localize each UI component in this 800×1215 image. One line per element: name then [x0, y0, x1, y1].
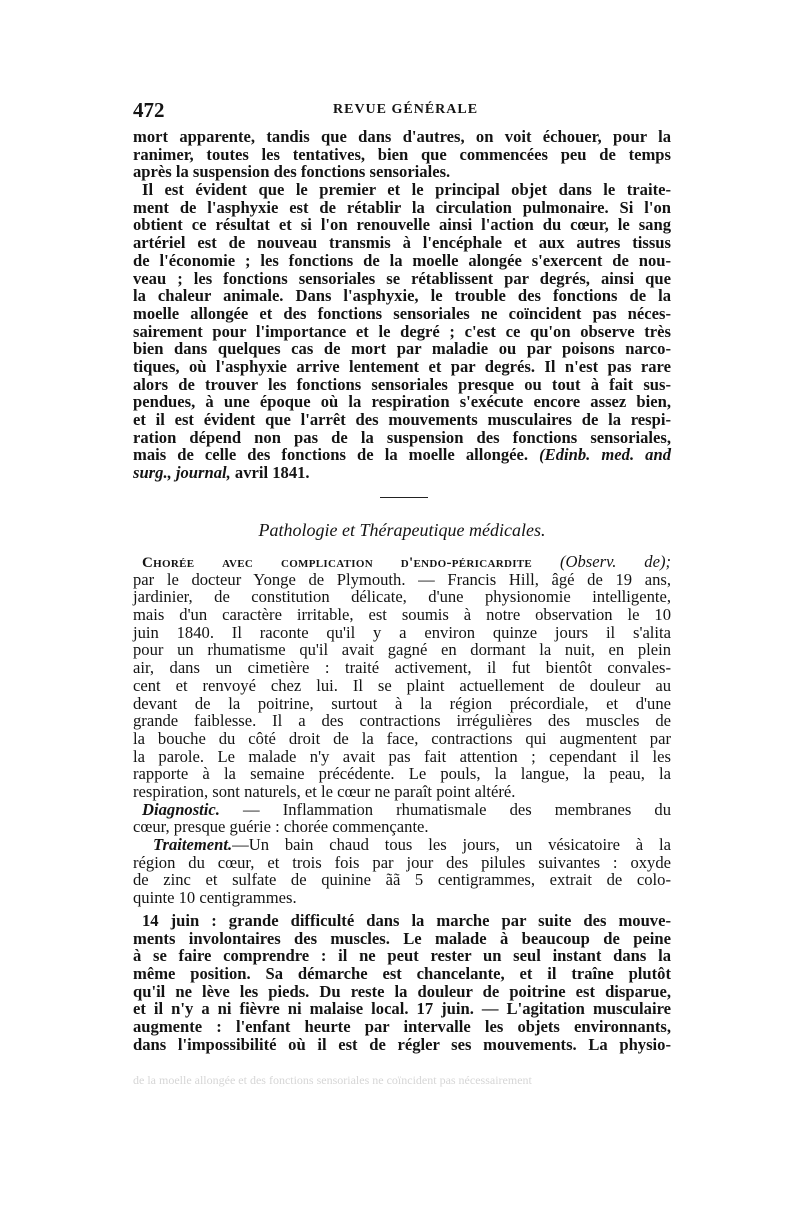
text-line: augmente : l'enfant heurte par intervalle les objets environnants,: [133, 1017, 671, 1037]
text-line: pour un rhumatisme qu'il avait gagné en dormant la nuit, en plein: [133, 640, 671, 660]
text-run: mais de celle des fonctions de la moelle allongée.: [133, 445, 529, 465]
case-title-note: (Observ. de);: [560, 552, 671, 571]
followup-block: [133, 912, 671, 1054]
text-line: [133, 553, 671, 571]
text-line: moelle allongée et des fonctions sensoriales ne coïncident pas néces-: [133, 303, 671, 323]
text-line: jardinier, de constitution délicate, d'une physionomie intelligente,: [133, 587, 671, 607]
text-line: 14 juin : grande difficulté dans la marche par suite des mouve-: [142, 911, 671, 930]
text-line: qu'il ne lève les pieds. Du reste la douleur de poitrine est disparue,: [133, 981, 671, 1001]
text-run: — Inflammation rhumatismale des membranes du: [243, 799, 671, 819]
text-line: [133, 464, 671, 482]
running-title: REVUE GÉNÉRALE: [333, 102, 479, 117]
text-line: et il n'y a ni fièvre ni malaise local. 17 juin. — L'agitation musculaire: [133, 999, 671, 1019]
treatment-label: Traitement.: [153, 835, 233, 854]
citation-journal: (Edinb. med. and: [539, 445, 671, 465]
text-line: mort apparente, tandis que dans d'autres, on voit échouer, pour la: [133, 127, 671, 146]
text-line: juin 1840. Il raconte qu'il y a environ quinze jours il s'alita: [133, 622, 671, 642]
text-line: sairement pour l'importance et le degré ; c'est ce qu'on observe très: [133, 321, 671, 341]
text-line: devant de la poitrine, surtout à la région précordiale, et d'une: [133, 693, 671, 713]
text-line: à se faire comprendre : il ne peut rester un seul instant dans la: [133, 946, 671, 966]
text-line: ration dépend non pas de la suspension des fonctions sensoriales,: [133, 427, 671, 447]
text-line: la bouche du côté droit de la face, contractions qui augmentent par: [133, 728, 671, 748]
case-title: Chorée avec complication d'endo-péricardite: [142, 555, 533, 571]
text-line: tiques, où l'asphyxie arrive lentement et par degrés. Il n'est pas rare: [133, 356, 671, 376]
text-line: de zinc et sulfate de quinine ãã 5 centigrammes, extrait de colo-: [133, 870, 671, 890]
text-line: artériel est de nouveau transmis à l'encéphale et aux autres tissus: [133, 233, 671, 253]
chorea-case-block: [133, 553, 671, 907]
bleed-through-text: de la moelle allongée et des fonctions sensoriales ne coïncident pas nécessairement: [133, 1073, 532, 1087]
text-line: la chaleur animale. Dans l'asphyxie, le trouble des fonctions de la: [133, 286, 671, 306]
text-line: ment de l'asphyxie est de rétablir la circulation pulmonaire. Si l'on: [133, 197, 671, 217]
text-line: de l'économie ; les fonctions de la moelle alongée s'exercent de nou-: [133, 250, 671, 270]
text-line: rapporte à la semaine précédente. Le pouls, la langue, la peau, la: [133, 764, 671, 784]
text-line: bien dans quelques cas de mort par maladie ou par poisons narco-: [133, 339, 671, 359]
text-line: air, dans un cimetière : traité activement, il fut bientôt convales-: [133, 658, 671, 678]
text-line: Il est évident que le premier et le principal objet dans le traite-: [142, 180, 671, 200]
text-line: après la suspension des fonctions sensoriales.: [133, 162, 451, 182]
text-line: grande faiblesse. Il a des contractions irrégulières des muscles de: [133, 711, 671, 731]
text-line: dans l'impossibilité où il est de régler ses mouvements. La physio-: [133, 1034, 671, 1054]
text-line: cent et renvoyé chez lui. Il se plaint actuellement de douleur au: [133, 675, 671, 695]
text-line: même position. Sa démarche est chancelante, et il traîne plutôt: [133, 964, 671, 984]
text-line: quinte 10 centigrammes.: [133, 888, 297, 908]
asphyxia-text-block: [133, 128, 671, 482]
diagnosis-label: Diagnostic.: [142, 799, 220, 819]
page-header: [133, 98, 671, 124]
citation-journal: surg., journal,: [133, 463, 231, 483]
text-line: ranimer, toutes les tentatives, bien que commencées peu de temps: [133, 144, 671, 164]
text-line: cœur, presque guérie : chorée commençante.: [133, 817, 429, 837]
text-line: veau ; les fonctions sensoriales se rétablissent par degrés, ainsi que: [133, 268, 671, 288]
section-divider: [380, 497, 428, 498]
text-line: région du cœur, et trois fois par jour des pilules suivantes : oxyde: [133, 852, 671, 872]
text-line: obtient ce résultat et si l'on renouvelle ainsi l'action du cœur, le sang: [133, 215, 671, 235]
page-number: 472: [133, 98, 165, 122]
text-run: —Un bain chaud tous les jours, un vésicatoire à la: [232, 835, 671, 854]
text-line: ments involontaires des muscles. Le malade à beaucoup de peine: [133, 928, 671, 948]
text-line: alors de trouver les fonctions sensoriales presque ou tout à fait sus-: [133, 374, 671, 394]
section-title: Pathologie et Thérapeutique médicales.: [258, 520, 546, 540]
text-line: mais d'un caractère irritable, est soumis à notre observation le 10: [133, 605, 671, 625]
text-line: [133, 801, 671, 819]
text-line: la parole. Le malade n'y avait pas fait attention ; cependant il les: [133, 746, 671, 766]
text-line: [133, 836, 671, 854]
text-line: et il est évident que l'arrêt des mouvements musculaires de la respi-: [133, 410, 671, 429]
text-line: respiration, sont naturels, et le cœur ne paraît point altéré.: [133, 781, 516, 801]
citation-date: avril 1841.: [234, 463, 310, 483]
text-line: pendues, à une époque où la respiration s'exécute encore assez bien,: [133, 392, 671, 412]
text-line: [133, 446, 671, 464]
text-line: par le docteur Yonge de Plymouth. — Francis Hill, âgé de 19 ans,: [133, 569, 671, 589]
